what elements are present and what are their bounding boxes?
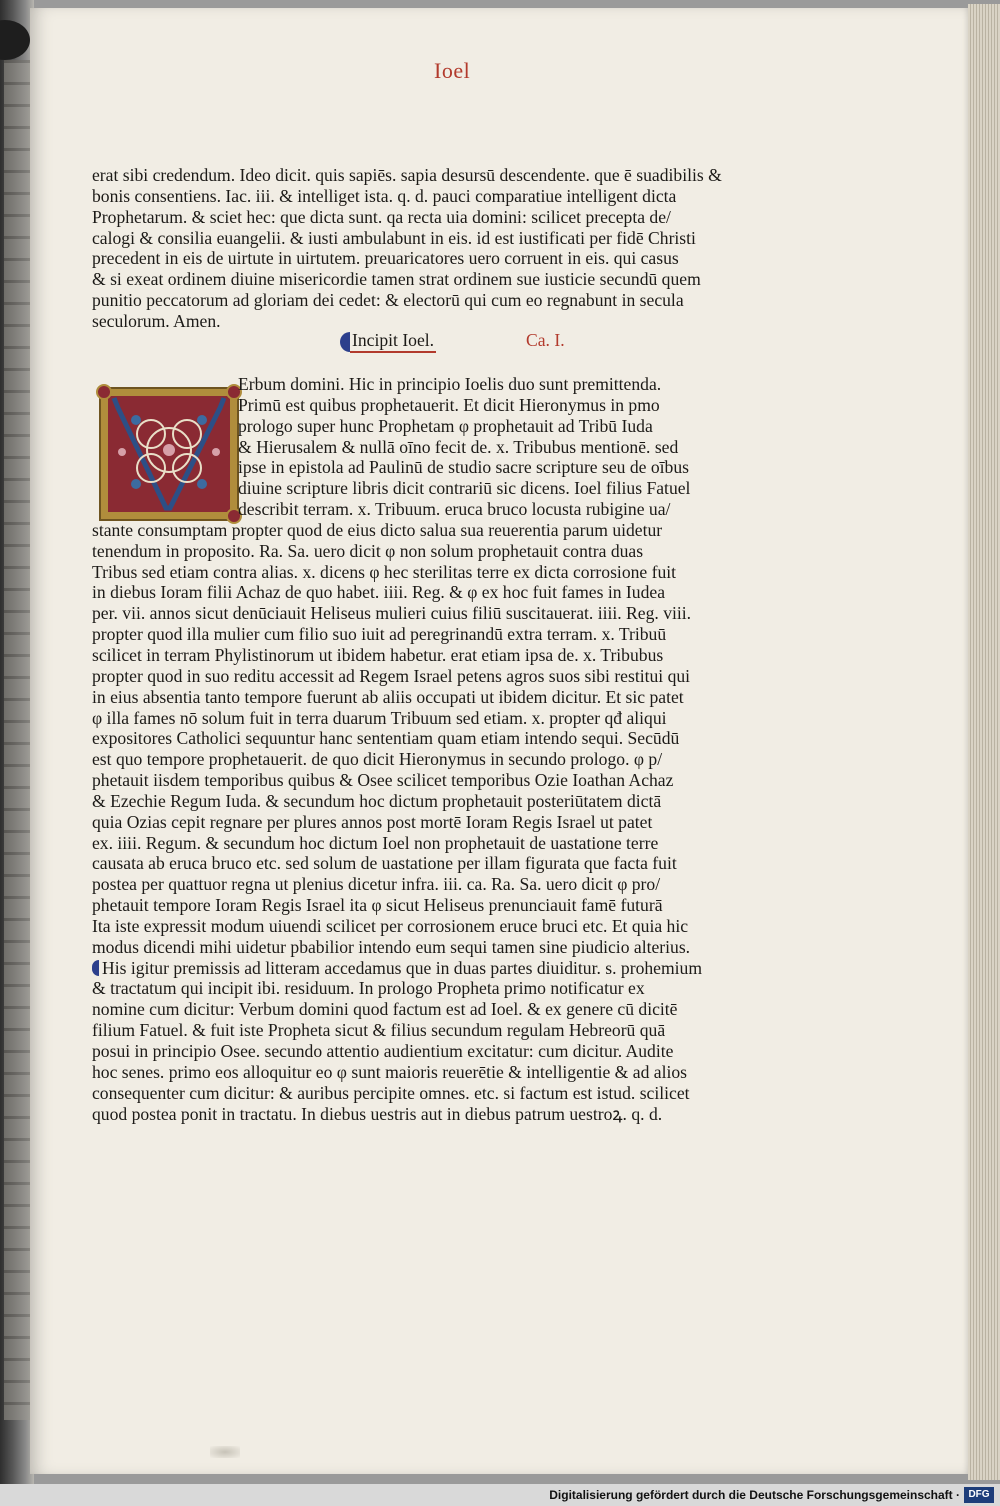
text-line: prologo super hunc Prophetam φ prophetauit ad Tribū Iuda	[238, 415, 653, 436]
text-line: est quo tempore prophetauerit. de quo dicit Hieronymus in secundo prologo. φ p/	[92, 749, 663, 770]
text-line	[92, 958, 732, 979]
text-line: causata ab eruca bruco etc. sed solum de uastatione per illam figurata que facta fuit	[92, 853, 677, 874]
text-line: scilicet in terram Phylistinorum ut ibidem habetur. erat etiam ipsa de. x. Tribubus	[92, 644, 664, 665]
dfg-logo: DFG	[964, 1487, 994, 1503]
book-binding	[0, 0, 34, 1484]
text-line: erat sibi credendum. Ideo dicit. quis sapiēs. sapia desursū descendente. que ē suadibilis &	[92, 165, 722, 185]
spine-edge	[0, 20, 30, 60]
text-line: ipse in epistola ad Paulinū de studio sacre scripture seu de oībus	[238, 457, 689, 478]
text-line: calogi & consilia euangelii. & iusti ambulabunt in eis. id est iustificati per fidē Christi	[92, 227, 696, 248]
paragraph-mark-icon	[340, 332, 350, 352]
text-line: bonis consentiens. Iac. iii. & intelliget ista. q. d. pauci comparatiue intelligent dicta	[92, 185, 677, 206]
text-line: seculorum. Amen.	[92, 310, 221, 331]
text-line-content: His igitur premissis ad litteram accedamus que in duas partes diuiditur. s. prohemium	[102, 957, 703, 978]
text-line: tenendum in proposito. Ra. Sa. uero dicit φ non solum prophetauit contra duas	[92, 540, 644, 561]
text-line: quia Ozias cepit regnare per plures annos post mortē Ioram Regis Israel ut patet	[92, 811, 653, 832]
text-line: in diebus Ioram filii Achaz de quo habet. iiii. Reg. & φ ex hoc fuit fames in Iudea	[92, 582, 665, 603]
text-line: phetauit tempore Ioram Regis Israel ita φ sicut Heliseus prenunciauit famē futurā	[92, 895, 663, 916]
text-line: postea per quattuor regna ut plenius dicetur infra. iii. ca. Ra. Sa. uero dicit φ pro/	[92, 874, 661, 895]
text-line: describit terram. x. Tribuum. eruca bruco locusta rubigine ua/	[238, 499, 671, 520]
paragraph-mark-icon	[92, 960, 99, 976]
text-line: phetauit iisdem temporibus quibus & Osee scilicet temporibus Ozie Ioathan Achaz	[92, 770, 674, 791]
text-line: precedent in eis de uirtute in uirtutem. preuaricatores uero corruent in eis. qui casus	[92, 248, 679, 269]
text-line: quod postea ponit in tractatu. In diebus uestris aut in diebus patrum uestroꝝ. q. d.	[92, 1103, 663, 1124]
text-line: Prophetarum. & sciet hec: que dicta sunt. qa recta uia domini: scilicet precepta de/	[92, 206, 671, 227]
page-fore-edge	[968, 4, 1000, 1480]
text-line: modus dicendi mihi uidetur pbabilior intendo eum sequi tamen sine piudicio alterius.	[92, 936, 691, 957]
text-line: filium Fatuel. & fuit iste Propheta sicut & filius secundum regulam Hebreorū quā	[92, 1020, 666, 1041]
text-line: Erbum domini. Hic in principio Ioelis duo sunt premittenda.	[238, 374, 662, 394]
text-line: φ illa fames nō solum fuit in terra duarum Tribuum sed etiam. x. propter qđ aliqui	[92, 707, 667, 728]
chapter-number: Ca. I.	[526, 330, 565, 350]
funding-credit: Digitalisierung gefördert durch die Deutsche Forschungsgemeinschaft ·	[549, 1488, 960, 1502]
text-line: propter quod illa mulier cum filio suo iuit ad peregrinandū extra terram. x. Tribuū	[92, 624, 667, 645]
text-line: posui in principio Osee. secundo attentio audientium excitatur: cum dicitur. Audite	[92, 1041, 674, 1061]
text-line: consequenter cum dicitur: & auribus percipite omnes. etc. si factum est istud. scilicet	[92, 1082, 690, 1103]
running-head: Ioel	[434, 58, 471, 83]
text-line: Tribus sed etiam contra alias. x. dicens φ hec sterilitas terre ex dicta corrosione fuit	[92, 561, 677, 582]
text-line: & si exeat ordinem diuine misericordie tamen strat ordinem sue iusticie secundū quem	[92, 269, 701, 290]
incipit-title: Incipit Ioel.	[350, 330, 436, 353]
text-line: propter quod in suo reditu accessit ad Regem Israel petens agros suos sibi restitui qui	[92, 665, 691, 686]
ink-smudge	[210, 1446, 240, 1458]
text-line: in eius absentia tanto tempore fuerunt ab aliis occupati ut ibidem dicitur. Et sic patet	[92, 686, 684, 707]
text-line: diuine scripture libris dicit contrariū sic dicens. Ioel filius Fatuel	[238, 478, 691, 499]
chapter-heading	[340, 330, 640, 356]
text-line: nomine cum dicitur: Verbum domini quod factum est ad Ioel. & ex genere cū dicitē	[92, 999, 678, 1020]
text-line: per. vii. annos sicut denūciauit Heliseus mulieri cuius filiū suscitauerat. iiii. Reg. viii.	[92, 603, 692, 624]
text-line: Ita iste expressit modum uiuendi scilicet per corrosionem eruce bruci etc. Et quia hic	[92, 915, 689, 936]
text-line: ex. iiii. Regum. & secundum hoc dictum Ioel non prophetauit de uastatione terre	[92, 832, 659, 853]
text-line: & Hierusalem & nullā oīno fecit de. x. Tribubus mentionē. sed	[238, 436, 679, 457]
main-text	[92, 374, 732, 1124]
text-line: hoc senes. primo eos alloquitur eo φ sunt maioris reuerētie & intelligentie & ad alios	[92, 1061, 688, 1082]
continuation-text	[92, 165, 732, 332]
facing-page-edge	[4, 60, 30, 1420]
text-line: expositores Catholici sequuntur hanc sententiam quam etiam intendo sequi. Secūdū	[92, 728, 680, 749]
text-line: & tractatum qui incipit ibi. residuum. In prologo Propheta primo notificatur ex	[92, 978, 645, 999]
text-line: punitio peccatorum ad gloriam dei cedet: & electorū qui cum eo regnabunt in secula	[92, 290, 684, 311]
text-line: Primū est quibus prophetauerit. Et dicit Hieronymus in pmo	[238, 394, 660, 415]
text-line: stante consumptam propter quod de eius dicto salua sua reuerentia parum uidetur	[92, 519, 663, 540]
footer-bar	[0, 1484, 1000, 1506]
text-line: & Ezechie Regum Iuda. & secundum hoc dictum prophetauit posteriūtatem dictā	[92, 790, 662, 811]
